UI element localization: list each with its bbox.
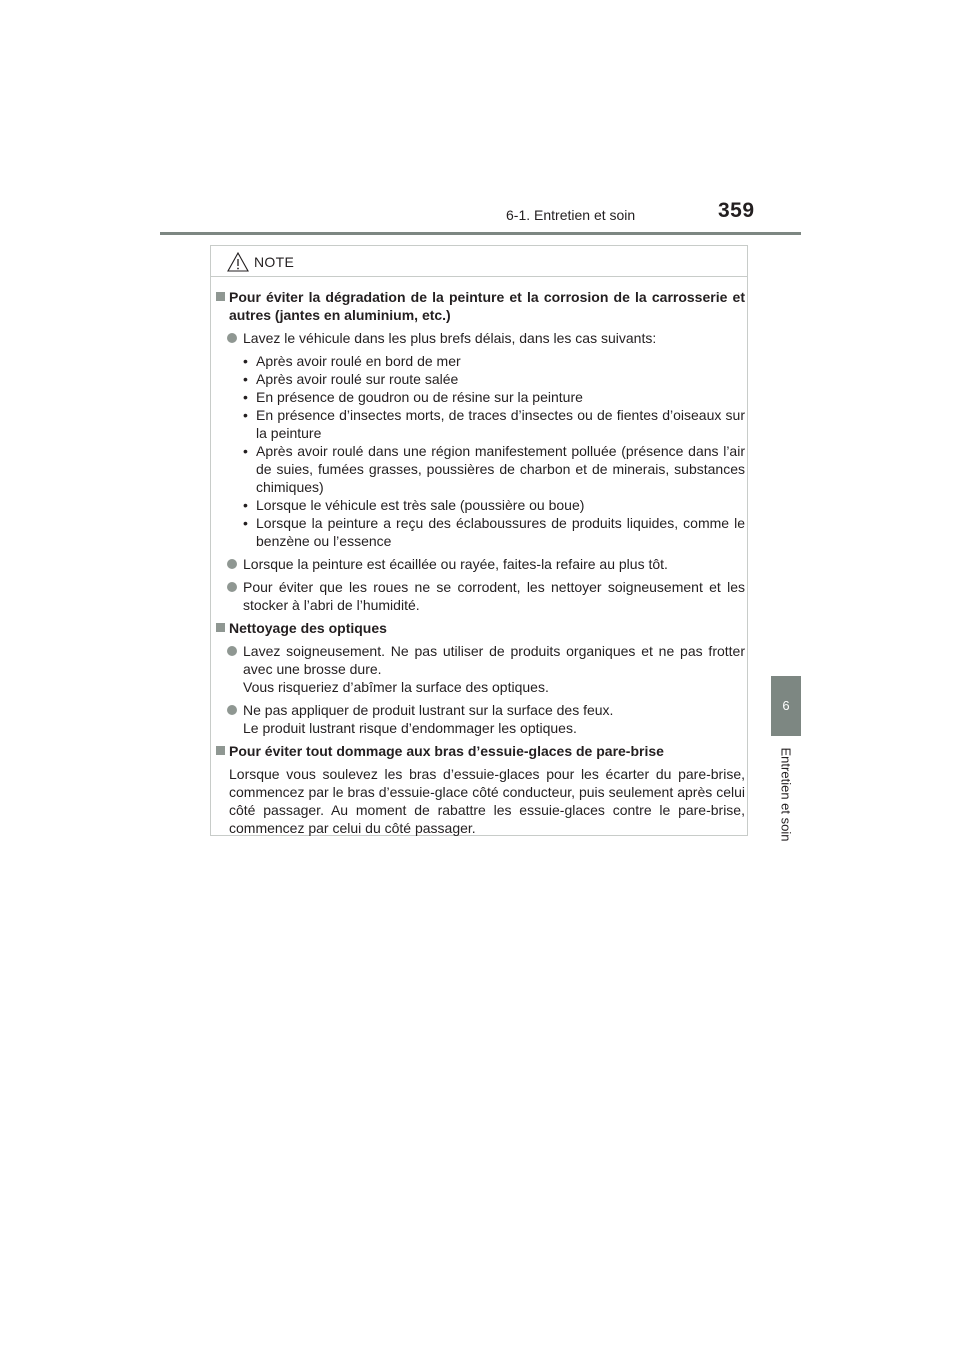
sub-item — [215, 388, 745, 406]
sub-item — [215, 352, 745, 370]
bullet-line: Vous risqueriez d’abîmer la surface des optiques. — [243, 679, 549, 695]
square-bullet-icon — [216, 292, 225, 301]
sub-item — [215, 514, 745, 550]
circle-bullet-icon — [227, 333, 237, 343]
sub-item-text: Après avoir roulé sur route salée — [256, 371, 459, 387]
circle-bullet-icon — [227, 705, 237, 715]
note-body — [215, 288, 745, 842]
heading-text: Pour éviter la dégradation de la peinture et la corrosion de la carrosserie et autres (jantes en aluminium, etc.) — [229, 289, 745, 323]
dot-bullet-icon: • — [243, 371, 248, 387]
sub-item-text: Lorsque le véhicule est très sale (poussière ou boue) — [256, 497, 585, 513]
dot-bullet-icon: • — [243, 353, 248, 369]
chapter-side-label-text: Entretien et soin — [778, 747, 794, 842]
circle-bullet-icon — [227, 559, 237, 569]
warning-triangle-icon — [227, 252, 249, 272]
bullet-item — [215, 701, 745, 737]
sub-item — [215, 406, 745, 442]
bullet-line: Lavez soigneusement. Ne pas utiliser de produits organiques et ne pas frotter avec une brosse dure. — [243, 643, 745, 677]
sub-item-text: Après avoir roulé en bord de mer — [256, 353, 461, 369]
dot-bullet-icon: • — [243, 443, 248, 459]
bullet-line: Ne pas appliquer de produit lustrant sur la surface des feux. — [243, 702, 614, 718]
sub-item-text: Après avoir roulé dans une région manifestement polluée (présence dans l’air de suies, fumées grasses, poussières de charbon et de minerais, substances chimiques) — [256, 443, 745, 495]
note-header — [211, 246, 747, 277]
section-header: 6-1. Entretien et soin — [506, 207, 636, 223]
circle-bullet-icon — [227, 582, 237, 592]
bullet-text: Lavez le véhicule dans les plus brefs délais, dans les cas suivants: — [243, 330, 657, 346]
sub-item-text: En présence de goudron ou de résine sur la peinture — [256, 389, 583, 405]
section-heading-essuie-glaces — [215, 742, 745, 760]
bullet-text: Lorsque la peinture est écaillée ou rayée, faites-la refaire au plus tôt. — [243, 556, 668, 572]
bullet-item — [215, 578, 745, 614]
header-rule — [160, 232, 801, 235]
chapter-tab: 6 — [771, 676, 801, 736]
section-heading-peinture — [215, 288, 745, 324]
bullet-item — [215, 555, 745, 573]
dot-bullet-icon: • — [243, 389, 248, 405]
sub-item-text: En présence d’insectes morts, de traces d’insectes ou de fientes d’oiseaux sur la peinture — [256, 407, 745, 441]
sub-item — [215, 442, 745, 496]
sub-item — [215, 370, 745, 388]
dot-bullet-icon: • — [243, 497, 248, 513]
note-title: NOTE — [254, 254, 295, 270]
note-box — [210, 245, 748, 836]
dot-bullet-icon: • — [243, 515, 248, 531]
page-number: 359 — [718, 199, 755, 222]
circle-bullet-icon — [227, 646, 237, 656]
paragraph: Lorsque vous soulevez les bras d’essuie-glaces pour les écarter du pare-brise, commencez par le bras d’essuie-glace côté conducteur, puis seulement après celui côté passager. Au moment de rabattre les essuie-glaces contre le pare-brise, commencez par celui du côté passager. — [229, 766, 745, 836]
bullet-text: Pour éviter que les roues ne se corrodent, les nettoyer soigneusement et les stocker à l’abri de l’humidité. — [243, 579, 745, 613]
heading-text: Nettoyage des optiques — [229, 620, 387, 636]
bullet-item — [215, 329, 745, 347]
bullet-item — [215, 642, 745, 696]
square-bullet-icon — [216, 746, 225, 755]
sub-item-text: Lorsque la peinture a reçu des éclaboussures de produits liquides, comme le benzène ou l’essence — [256, 515, 745, 549]
section-heading-optiques — [215, 619, 745, 637]
bullet-line: Le produit lustrant risque d’endommager les optiques. — [243, 720, 577, 736]
sub-list — [215, 352, 745, 550]
sub-item — [215, 496, 745, 514]
heading-text: Pour éviter tout dommage aux bras d’essuie-glaces de pare-brise — [229, 743, 664, 759]
dot-bullet-icon: • — [243, 407, 248, 423]
square-bullet-icon — [216, 623, 225, 632]
